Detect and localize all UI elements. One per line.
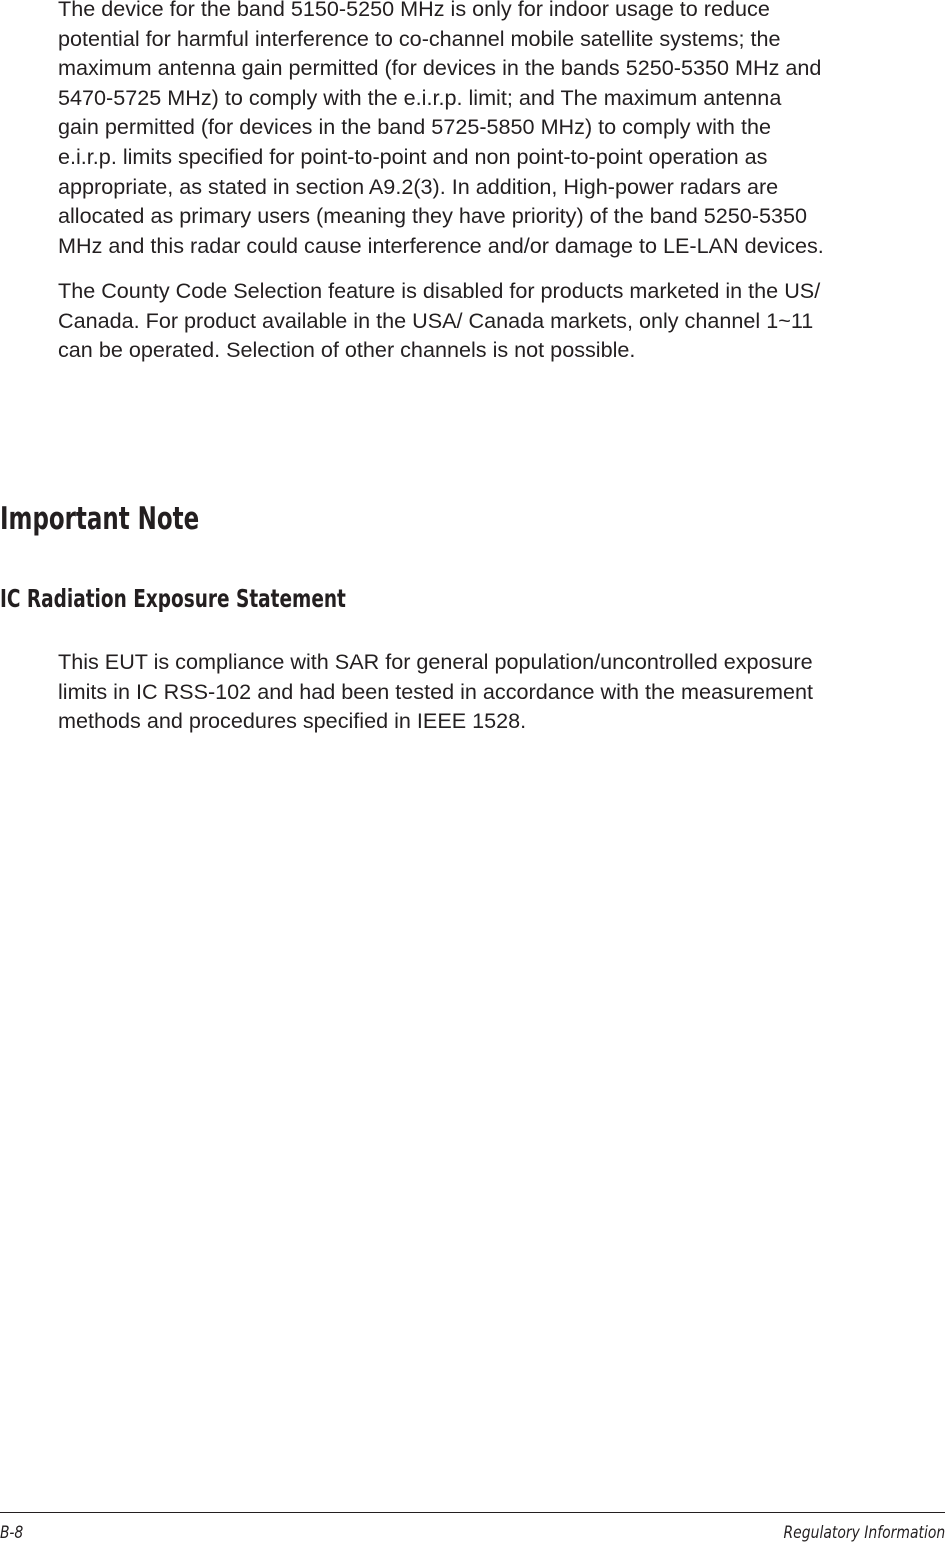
text-line: appropriate, as stated in section A9.2(3). In addition, High-power radars are: [58, 173, 779, 199]
footer-section-title: Regulatory Information: [783, 1523, 945, 1543]
text-line: gain permitted (for devices in the band 5725-5850 MHz) to comply with the: [58, 114, 771, 140]
text-line: This EUT is compliance with SAR for general population/uncontrolled exposure: [58, 649, 813, 674]
text-line: Canada. For product available in the USA/ Canada markets, only channel 1~11: [58, 307, 814, 333]
paragraph-indoor-usage: [58, 0, 944, 260]
footer-divider: [0, 1512, 945, 1513]
text-line: The device for the band 5150-5250 MHz is only for indoor usage to reduce: [58, 0, 770, 21]
text-line: methods and procedures specified in IEEE 1528.: [58, 708, 527, 734]
text-line: 5470-5725 MHz) to comply with the e.i.r.p. limit; and The maximum antenna: [58, 84, 782, 110]
text-line: limits in IC RSS-102 and had been tested in accordance with the measurement: [58, 678, 813, 704]
text-line: allocated as primary users (meaning they have priority) of the band 5250-5350: [58, 203, 808, 229]
text-line: maximum antenna gain permitted (for devices in the bands 5250-5350 MHz and: [58, 55, 822, 81]
text-line: The County Code Selection feature is disabled for products marketed in the US/: [58, 278, 821, 303]
important-note-heading: Important Note: [0, 501, 200, 537]
page-number: B-8: [0, 1523, 24, 1543]
text-line: can be operated. Selection of other channels is not possible.: [58, 337, 636, 363]
paragraph-country-code: [58, 276, 944, 365]
text-line: MHz and this radar could cause interference and/or damage to LE-LAN devices.: [58, 232, 824, 258]
text-line: e.i.r.p. limits specified for point-to-point and non point-to-point operation as: [58, 143, 768, 169]
ic-radiation-subheading: IC Radiation Exposure Statement: [0, 584, 346, 613]
text-line: potential for harmful interference to co-channel mobile satellite systems; the: [58, 25, 781, 51]
paragraph-sar-compliance: [58, 647, 944, 736]
